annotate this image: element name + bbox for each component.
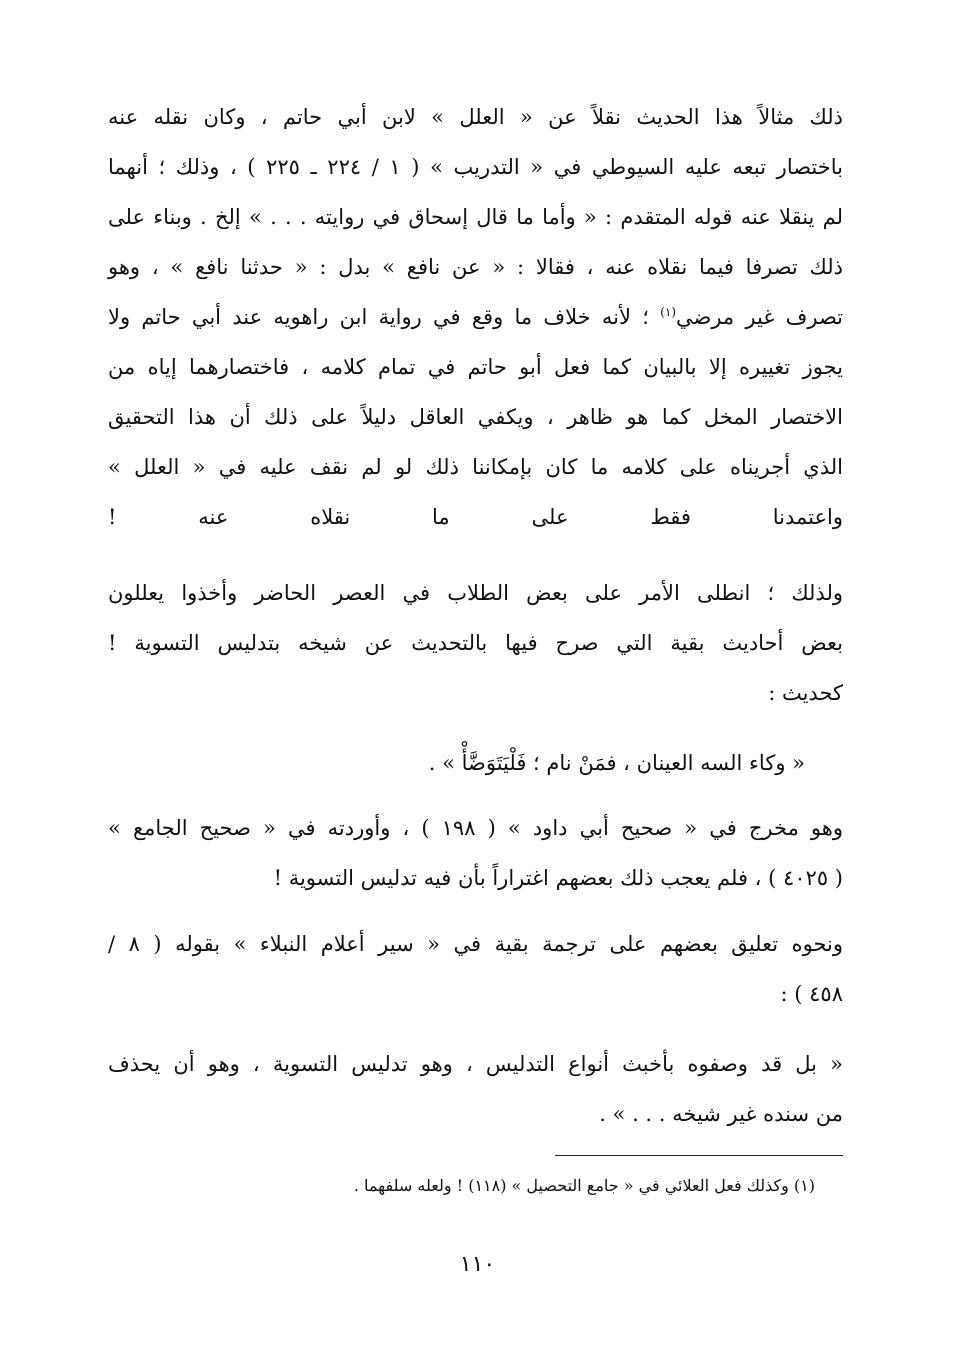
text-line: بعض أحاديث بقية التي صرح فيها بالتحديث عن شيخه بتدليس التسوية !	[108, 631, 843, 655]
text-line: الذي أجريناه على كلامه ما كان بإمكاننا ذلك لو لم نقف عليه في « العلل »	[108, 455, 843, 479]
footnote: (١) وكذلك فعل العلائي في « جامع التحصيل » (١١٨) ! ولعله سلفهما .	[353, 1176, 815, 1195]
page-number: ١١٠	[459, 1252, 496, 1277]
text-segment: تصرف غير مرضي	[676, 305, 843, 329]
text-line: وهو مخرج في « صحيح أبي داود » ( ١٩٨ ) ، وأوردته في « صحيح الجامع »	[108, 816, 843, 840]
text-line: ذلك تصرفا فيما نقلاه عنه ، فقالا : « عن نافع » بدل : « حدثنا نافع » ، وهو	[108, 255, 843, 279]
text-line: ٤٥٨ ) :	[780, 982, 843, 1006]
text-line: لم ينقلا عنه قوله المتقدم : « وأما ما قال إسحاق في روايته . . . » إلخ . وبناء على	[108, 205, 843, 229]
text-line: « بل قد وصفوه بأخبث أنواع التدليس ، وهو تدليس التسوية ، وهو أن يحذف	[108, 1052, 843, 1076]
text-line: من سنده غير شيخه . . . » .	[599, 1102, 843, 1126]
text-line: ( ٤٠٢٥ ) ، فلم يعجب ذلك بعضهم اغتراراً بأن فيه تدليس التسوية !	[273, 866, 843, 890]
text-line: ذلك مثالاً هذا الحديث نقلاً عن « العلل » لابن أبي حاتم ، وكان نقله عنه	[108, 105, 843, 129]
text-line: الاختصار المخل كما هو ظاهر ، ويكفي العاقل دليلاً على ذلك أن هذا التحقيق	[108, 405, 843, 429]
footnote-divider	[555, 1155, 843, 1156]
footnote-marker[interactable]: (١)	[660, 305, 676, 319]
text-line: باختصار تبعه عليه السيوطي في « التدريب » ( ١ / ٢٢٤ ـ ٢٢٥ ) ، وذلك ؛ أنهما	[108, 155, 843, 179]
text-line: ولذلك ؛ انطلى الأمر على بعض الطلاب في العصر الحاضر وأخذوا يعللون	[108, 581, 843, 605]
text-line: كحديث :	[768, 681, 843, 705]
text-segment: ؛ لأنه خلاف ما وقع في رواية ابن راهويه عند أبي حاتم ولا	[108, 305, 649, 329]
paragraph-3	[108, 803, 843, 903]
paragraph-2	[108, 568, 843, 718]
text-line: ونحوه تعليق بعضهم على ترجمة بقية في « سير أعلام النبلاء » بقوله ( ٨ /	[108, 932, 843, 956]
hadith-quote: « وكاء السه العينان ، فمَنْ نام ؛ فَلْيَتَوَضَّأْ » .	[428, 751, 805, 775]
paragraph-4	[108, 919, 843, 1019]
text-line	[108, 292, 843, 342]
text-line: يجوز تغييره إلا بالبيان كما فعل أبو حاتم في تمام كلامه ، فاختصارهما إياه من	[108, 355, 843, 379]
paragraph-1	[108, 92, 843, 542]
text-line: واعتمدنا فقط على ما نقلاه عنه !	[108, 505, 843, 529]
paragraph-5	[108, 1039, 843, 1139]
